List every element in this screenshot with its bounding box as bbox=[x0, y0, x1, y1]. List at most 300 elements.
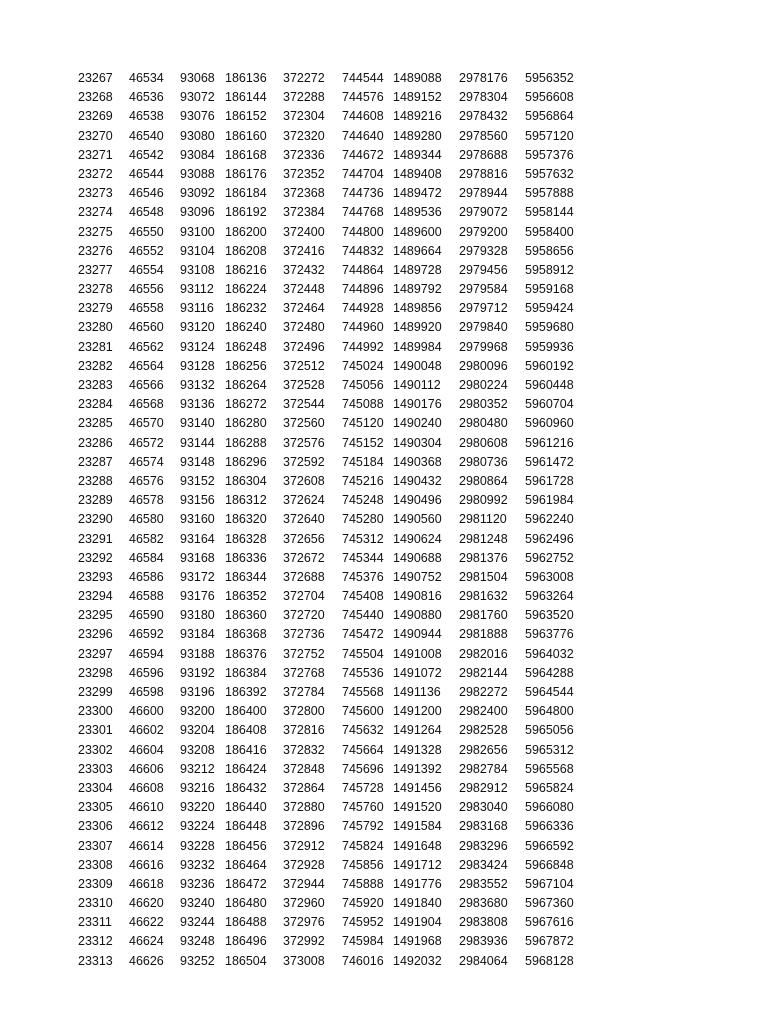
table-cell: 2983680 bbox=[459, 896, 508, 911]
table-cell: 5960704 bbox=[525, 397, 574, 412]
table-cell: 372848 bbox=[283, 761, 325, 776]
table-cell: 93076 bbox=[180, 109, 215, 124]
table-cell: 93108 bbox=[180, 262, 215, 277]
table-cell: 1491456 bbox=[393, 780, 442, 795]
table-cell: 5966080 bbox=[525, 800, 574, 815]
table-cell: 372880 bbox=[283, 800, 325, 815]
table-cell: 23310 bbox=[78, 896, 113, 911]
table-row bbox=[0, 760, 768, 779]
table-cell: 93100 bbox=[180, 224, 215, 239]
table-cell: 1489600 bbox=[393, 224, 442, 239]
table-cell: 5962240 bbox=[525, 512, 574, 527]
table-row bbox=[0, 107, 768, 126]
table-cell: 46576 bbox=[129, 473, 164, 488]
table-cell: 186488 bbox=[225, 915, 267, 930]
table-cell: 1490176 bbox=[393, 397, 442, 412]
table-cell: 186144 bbox=[225, 90, 267, 105]
table-cell: 744832 bbox=[342, 243, 384, 258]
table-cell: 372288 bbox=[283, 90, 325, 105]
table-cell: 2982400 bbox=[459, 704, 508, 719]
table-cell: 372704 bbox=[283, 589, 325, 604]
table-cell: 2983296 bbox=[459, 838, 508, 853]
table-row bbox=[0, 932, 768, 951]
table-cell: 744800 bbox=[342, 224, 384, 239]
table-cell: 1489920 bbox=[393, 320, 442, 335]
table-cell: 186296 bbox=[225, 454, 267, 469]
table-cell: 93112 bbox=[180, 282, 214, 297]
table-cell: 2979584 bbox=[459, 282, 508, 297]
table-cell: 372896 bbox=[283, 819, 325, 834]
table-cell: 23297 bbox=[78, 646, 113, 661]
table-cell: 93184 bbox=[180, 627, 215, 642]
table-cell: 745120 bbox=[342, 416, 384, 431]
table-row bbox=[0, 146, 768, 165]
table-cell: 2984064 bbox=[459, 953, 508, 968]
table-cell: 23294 bbox=[78, 589, 113, 604]
table-cell: 23311 bbox=[78, 915, 112, 930]
table-cell: 5964800 bbox=[525, 704, 574, 719]
table-cell: 372608 bbox=[283, 473, 325, 488]
table-cell: 5957888 bbox=[525, 186, 574, 201]
table-cell: 23267 bbox=[78, 71, 113, 85]
table-cell: 2979840 bbox=[459, 320, 508, 335]
table-cell: 2978560 bbox=[459, 128, 508, 143]
table-cell: 2980480 bbox=[459, 416, 508, 431]
table-cell: 2983552 bbox=[459, 876, 508, 891]
table-cell: 93140 bbox=[180, 416, 215, 431]
table-cell: 186400 bbox=[225, 704, 267, 719]
table-cell: 186288 bbox=[225, 435, 267, 450]
table-cell: 93216 bbox=[180, 780, 215, 795]
table-cell: 46580 bbox=[129, 512, 164, 527]
table-cell: 93192 bbox=[180, 665, 215, 680]
table-cell: 93132 bbox=[180, 378, 215, 392]
table-row bbox=[0, 741, 768, 760]
table-row bbox=[0, 127, 768, 146]
table-cell: 2982656 bbox=[459, 742, 508, 757]
table-row bbox=[0, 242, 768, 261]
table-cell: 372656 bbox=[283, 531, 325, 546]
table-cell: 5957120 bbox=[525, 128, 574, 143]
table-cell: 746016 bbox=[342, 953, 384, 968]
table-cell: 2978432 bbox=[459, 109, 508, 124]
table-cell: 186408 bbox=[225, 723, 267, 738]
table-cell: 2983936 bbox=[459, 934, 508, 949]
table-cell: 744864 bbox=[342, 262, 384, 277]
table-row bbox=[0, 798, 768, 817]
table-cell: 186136 bbox=[225, 71, 267, 85]
table-cell: 745088 bbox=[342, 397, 384, 412]
table-cell: 46538 bbox=[129, 109, 164, 124]
table-cell: 23278 bbox=[78, 282, 113, 297]
table-cell: 186440 bbox=[225, 800, 267, 815]
table-cell: 1491648 bbox=[393, 838, 442, 853]
table-cell: 46608 bbox=[129, 780, 164, 795]
table-cell: 2981376 bbox=[459, 550, 508, 565]
table-cell: 186208 bbox=[225, 243, 267, 258]
table-cell: 93204 bbox=[180, 723, 215, 738]
table-cell: 93196 bbox=[180, 685, 215, 699]
table-cell: 46578 bbox=[129, 493, 164, 508]
table-cell: 1490624 bbox=[393, 531, 442, 546]
table-cell: 186168 bbox=[225, 147, 267, 162]
table-cell: 23313 bbox=[78, 953, 113, 968]
table-cell: 745312 bbox=[342, 531, 384, 546]
table-row bbox=[0, 856, 768, 875]
number-table bbox=[0, 69, 768, 971]
table-row bbox=[0, 223, 768, 242]
table-cell: 46582 bbox=[129, 531, 164, 546]
table-cell: 186224 bbox=[225, 282, 267, 297]
table-cell: 93164 bbox=[180, 531, 215, 546]
table-cell: 2981760 bbox=[459, 608, 508, 623]
table-cell: 745664 bbox=[342, 742, 384, 757]
table-cell: 372864 bbox=[283, 780, 325, 795]
table-cell: 372992 bbox=[283, 934, 325, 949]
table-cell: 1489664 bbox=[393, 243, 442, 258]
table-cell: 1489216 bbox=[393, 109, 442, 124]
table-cell: 46564 bbox=[129, 358, 164, 373]
table-cell: 372304 bbox=[283, 109, 325, 124]
table-cell: 23277 bbox=[78, 262, 113, 277]
table-cell: 186264 bbox=[225, 378, 267, 392]
table-cell: 186352 bbox=[225, 589, 267, 604]
table-row bbox=[0, 184, 768, 203]
table-row bbox=[0, 88, 768, 107]
table-cell: 1491776 bbox=[393, 876, 442, 891]
table-cell: 186312 bbox=[225, 493, 267, 508]
table-cell: 5966848 bbox=[525, 857, 574, 872]
table-cell: 186240 bbox=[225, 320, 267, 335]
table-row bbox=[0, 453, 768, 472]
table-cell: 372768 bbox=[283, 665, 325, 680]
table-cell: 372944 bbox=[283, 876, 325, 891]
table-cell: 5957632 bbox=[525, 166, 574, 181]
table-cell: 5957376 bbox=[525, 147, 574, 162]
table-cell: 93244 bbox=[180, 915, 215, 930]
table-cell: 5965312 bbox=[525, 742, 574, 757]
table-cell: 93136 bbox=[180, 397, 215, 412]
table-cell: 745024 bbox=[342, 358, 384, 373]
table-cell: 372384 bbox=[283, 205, 325, 220]
table-cell: 745696 bbox=[342, 761, 384, 776]
table-cell: 186216 bbox=[225, 262, 267, 277]
table-cell: 23276 bbox=[78, 243, 113, 258]
table-cell: 744640 bbox=[342, 128, 384, 143]
table-cell: 5964288 bbox=[525, 665, 574, 680]
table-cell: 372432 bbox=[283, 262, 325, 277]
table-row bbox=[0, 280, 768, 299]
table-cell: 5965568 bbox=[525, 761, 574, 776]
table-cell: 5966592 bbox=[525, 838, 574, 853]
table-cell: 46620 bbox=[129, 896, 164, 911]
table-cell: 372784 bbox=[283, 685, 325, 699]
table-row bbox=[0, 376, 768, 395]
table-cell: 372368 bbox=[283, 186, 325, 201]
table-cell: 46612 bbox=[129, 819, 164, 834]
table-cell: 93248 bbox=[180, 934, 215, 949]
table-cell: 1491520 bbox=[393, 800, 442, 815]
table-cell: 372464 bbox=[283, 301, 325, 316]
table-cell: 1490432 bbox=[393, 473, 442, 488]
table-cell: 1489408 bbox=[393, 166, 442, 181]
table-cell: 2981248 bbox=[459, 531, 508, 546]
table-cell: 745568 bbox=[342, 685, 384, 699]
table-cell: 2979456 bbox=[459, 262, 508, 277]
table-cell: 372592 bbox=[283, 454, 325, 469]
table-cell: 23286 bbox=[78, 435, 113, 450]
table-cell: 5956864 bbox=[525, 109, 574, 124]
table-cell: 46622 bbox=[129, 915, 164, 930]
table-cell: 46562 bbox=[129, 339, 164, 354]
table-cell: 372928 bbox=[283, 857, 325, 872]
table-cell: 1489280 bbox=[393, 128, 442, 143]
table-cell: 1489536 bbox=[393, 205, 442, 220]
table-cell: 2982784 bbox=[459, 761, 508, 776]
table-cell: 5962752 bbox=[525, 550, 574, 565]
table-cell: 46544 bbox=[129, 166, 164, 181]
table-row bbox=[0, 510, 768, 529]
table-cell: 23292 bbox=[78, 550, 113, 565]
table-cell: 2983424 bbox=[459, 857, 508, 872]
table-cell: 46558 bbox=[129, 301, 164, 316]
table-cell: 1491200 bbox=[393, 704, 442, 719]
table-cell: 744768 bbox=[342, 205, 384, 220]
table-cell: 372320 bbox=[283, 128, 325, 143]
table-cell: 23291 bbox=[78, 531, 113, 546]
table-cell: 23289 bbox=[78, 493, 113, 508]
table-cell: 5963264 bbox=[525, 589, 574, 604]
table-row bbox=[0, 894, 768, 913]
table-cell: 1489472 bbox=[393, 186, 442, 201]
table-cell: 5965056 bbox=[525, 723, 574, 738]
table-cell: 23282 bbox=[78, 358, 113, 373]
table-cell: 2979072 bbox=[459, 205, 508, 220]
table-cell: 93208 bbox=[180, 742, 215, 757]
table-cell: 372576 bbox=[283, 435, 325, 450]
table-cell: 23295 bbox=[78, 608, 113, 623]
table-cell: 5956608 bbox=[525, 90, 574, 105]
table-cell: 1491136 bbox=[393, 685, 441, 699]
table-cell: 23303 bbox=[78, 761, 113, 776]
table-cell: 186320 bbox=[225, 512, 267, 527]
table-cell: 1490112 bbox=[393, 378, 441, 392]
table-cell: 745280 bbox=[342, 512, 384, 527]
table-cell: 2978176 bbox=[459, 71, 508, 85]
table-row bbox=[0, 606, 768, 625]
table-cell: 186416 bbox=[225, 742, 267, 757]
table-cell: 5961984 bbox=[525, 493, 574, 508]
table-cell: 2982016 bbox=[459, 646, 508, 661]
table-cell: 23283 bbox=[78, 378, 113, 392]
table-cell: 23299 bbox=[78, 685, 113, 699]
table-cell: 745344 bbox=[342, 550, 384, 565]
table-cell: 5966336 bbox=[525, 819, 574, 834]
table-cell: 186192 bbox=[225, 205, 267, 220]
table-cell: 186232 bbox=[225, 301, 267, 316]
table-cell: 1490752 bbox=[393, 569, 442, 584]
table-cell: 2978688 bbox=[459, 147, 508, 162]
table-cell: 745504 bbox=[342, 646, 384, 661]
table-cell: 2981120 bbox=[459, 512, 507, 527]
table-cell: 23288 bbox=[78, 473, 113, 488]
table-cell: 5961216 bbox=[525, 435, 574, 450]
table-cell: 93200 bbox=[180, 704, 215, 719]
table-cell: 5960448 bbox=[525, 378, 574, 392]
table-cell: 93156 bbox=[180, 493, 215, 508]
table-cell: 23281 bbox=[78, 339, 113, 354]
table-cell: 372720 bbox=[283, 608, 325, 623]
table-cell: 1491584 bbox=[393, 819, 442, 834]
table-row bbox=[0, 837, 768, 856]
table-cell: 2980608 bbox=[459, 435, 508, 450]
table-cell: 23305 bbox=[78, 800, 113, 815]
table-cell: 186280 bbox=[225, 416, 267, 431]
table-cell: 1491904 bbox=[393, 915, 442, 930]
table-cell: 372672 bbox=[283, 550, 325, 565]
table-cell: 745728 bbox=[342, 780, 384, 795]
table-cell: 93148 bbox=[180, 454, 215, 469]
table-row bbox=[0, 721, 768, 740]
table-cell: 23301 bbox=[78, 723, 113, 738]
table-cell: 46570 bbox=[129, 416, 164, 431]
table-cell: 372496 bbox=[283, 339, 325, 354]
table-cell: 186184 bbox=[225, 186, 267, 201]
table-row bbox=[0, 338, 768, 357]
table-cell: 93124 bbox=[180, 339, 215, 354]
table-cell: 1490496 bbox=[393, 493, 442, 508]
table-cell: 745792 bbox=[342, 819, 384, 834]
table-cell: 372912 bbox=[283, 838, 325, 853]
table-cell: 745824 bbox=[342, 838, 384, 853]
table-cell: 186504 bbox=[225, 953, 267, 968]
table-cell: 93080 bbox=[180, 128, 215, 143]
table-cell: 46602 bbox=[129, 723, 164, 738]
table-cell: 1491328 bbox=[393, 742, 442, 757]
table-cell: 46560 bbox=[129, 320, 164, 335]
table-cell: 186392 bbox=[225, 685, 267, 699]
table-cell: 745760 bbox=[342, 800, 384, 815]
table-row bbox=[0, 875, 768, 894]
table-cell: 744608 bbox=[342, 109, 384, 124]
table-cell: 372416 bbox=[283, 243, 325, 258]
table-cell: 1490240 bbox=[393, 416, 442, 431]
table-cell: 186304 bbox=[225, 473, 267, 488]
table-cell: 5960960 bbox=[525, 416, 574, 431]
table-cell: 23309 bbox=[78, 876, 113, 891]
table-cell: 46606 bbox=[129, 761, 164, 776]
table-cell: 186384 bbox=[225, 665, 267, 680]
table-cell: 2983168 bbox=[459, 819, 508, 834]
table-cell: 23312 bbox=[78, 934, 113, 949]
table-cell: 93092 bbox=[180, 186, 215, 201]
table-cell: 2982272 bbox=[459, 685, 508, 699]
table-cell: 93168 bbox=[180, 550, 215, 565]
table-row bbox=[0, 491, 768, 510]
table-cell: 5961472 bbox=[525, 454, 574, 469]
table-cell: 186368 bbox=[225, 627, 267, 642]
table-cell: 1490688 bbox=[393, 550, 442, 565]
table-cell: 46590 bbox=[129, 608, 164, 623]
table-cell: 46614 bbox=[129, 838, 164, 853]
table-row bbox=[0, 683, 768, 702]
table-cell: 93144 bbox=[180, 435, 215, 450]
table-cell: 1490368 bbox=[393, 454, 442, 469]
table-cell: 23304 bbox=[78, 780, 113, 795]
table-cell: 372640 bbox=[283, 512, 325, 527]
table-cell: 46536 bbox=[129, 90, 164, 105]
table-row bbox=[0, 549, 768, 568]
table-cell: 93224 bbox=[180, 819, 215, 834]
table-cell: 5964032 bbox=[525, 646, 574, 661]
table-row bbox=[0, 952, 768, 971]
table-cell: 2980352 bbox=[459, 397, 508, 412]
table-cell: 1491968 bbox=[393, 934, 442, 949]
table-cell: 5968128 bbox=[525, 953, 574, 968]
table-cell: 46618 bbox=[129, 876, 164, 891]
table-cell: 1491840 bbox=[393, 896, 442, 911]
table-cell: 23290 bbox=[78, 512, 113, 527]
table-cell: 5964544 bbox=[525, 685, 574, 699]
table-cell: 46624 bbox=[129, 934, 164, 949]
table-cell: 5967616 bbox=[525, 915, 574, 930]
table-cell: 46550 bbox=[129, 224, 164, 239]
table-cell: 372480 bbox=[283, 320, 325, 335]
table-cell: 46594 bbox=[129, 646, 164, 661]
table-cell: 745632 bbox=[342, 723, 384, 738]
table-cell: 5959424 bbox=[525, 301, 574, 316]
table-row bbox=[0, 395, 768, 414]
table-cell: 372352 bbox=[283, 166, 325, 181]
table-cell: 93084 bbox=[180, 147, 215, 162]
table-cell: 23298 bbox=[78, 665, 113, 680]
table-cell: 186496 bbox=[225, 934, 267, 949]
table-row bbox=[0, 261, 768, 280]
table-row bbox=[0, 913, 768, 932]
table-cell: 2978944 bbox=[459, 186, 508, 201]
table-cell: 46610 bbox=[129, 800, 164, 815]
table-row bbox=[0, 69, 768, 88]
table-cell: 93240 bbox=[180, 896, 215, 911]
table-cell: 745408 bbox=[342, 589, 384, 604]
table-cell: 372832 bbox=[283, 742, 325, 757]
table-cell: 46546 bbox=[129, 186, 164, 201]
table-cell: 744704 bbox=[342, 166, 384, 181]
table-cell: 5958400 bbox=[525, 224, 574, 239]
table-cell: 744544 bbox=[342, 71, 384, 85]
table-cell: 5956352 bbox=[525, 71, 574, 85]
table-cell: 745248 bbox=[342, 493, 384, 508]
table-cell: 745600 bbox=[342, 704, 384, 719]
table-cell: 46574 bbox=[129, 454, 164, 469]
table-cell: 93220 bbox=[180, 800, 215, 815]
table-cell: 23287 bbox=[78, 454, 113, 469]
table-cell: 1490560 bbox=[393, 512, 442, 527]
table-cell: 744928 bbox=[342, 301, 384, 316]
table-cell: 1491712 bbox=[393, 857, 442, 872]
table-row bbox=[0, 472, 768, 491]
table-cell: 5958656 bbox=[525, 243, 574, 258]
table-cell: 5967872 bbox=[525, 934, 574, 949]
table-cell: 745152 bbox=[342, 435, 384, 450]
table-cell: 372800 bbox=[283, 704, 325, 719]
table-cell: 5967360 bbox=[525, 896, 574, 911]
table-cell: 93236 bbox=[180, 876, 215, 891]
table-row bbox=[0, 625, 768, 644]
table-cell: 372544 bbox=[283, 397, 325, 412]
table-cell: 2982144 bbox=[459, 665, 508, 680]
table-cell: 186248 bbox=[225, 339, 267, 354]
